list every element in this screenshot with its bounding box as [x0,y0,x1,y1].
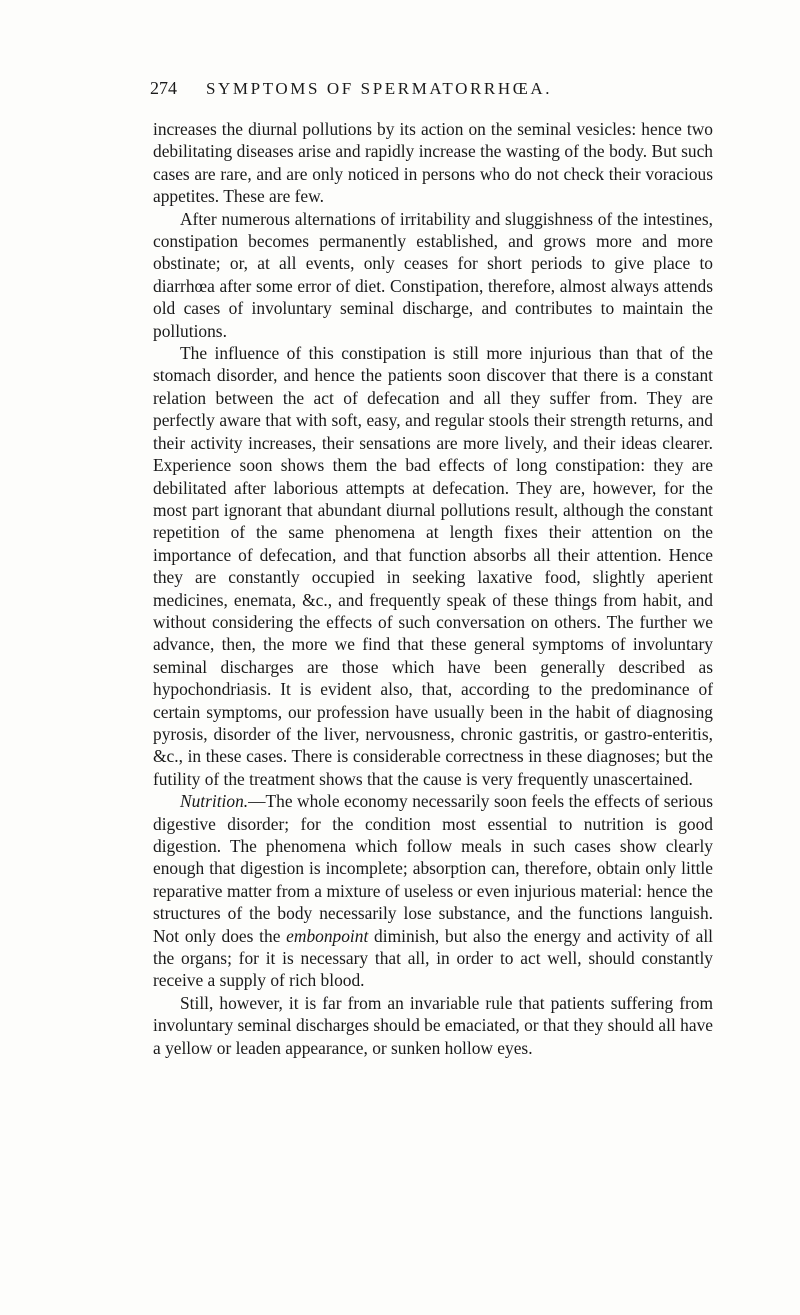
paragraph-still-however: Still, however, it is far from an invariable rule that patients suffering from involuntary seminal discharges should be emaciated, or that they should all have a yellow or leaden appearance, or sunken hollow eyes. [153,992,713,1058]
section-heading-nutrition: Nutrition. [180,791,249,812]
running-title: SYMPTOMS OF SPERMATORRHŒA. [206,79,553,98]
nutrition-text-b: diminish, but also the energy and activity of all the organs; for it is necessary that all, in order to act well, should constantly receive a supply of rich blood. [153,925,713,991]
nutrition-text-a: —The whole economy necessarily soon feels the effects of serious digestive disorder; for the condition most essential to nutrition is good digestion. The phenomena which follow meals in such cases show clearly enough that digestion is incomplete; absorption can, therefore, obtain only little reparative matter from a mixture of useless or even injurious material: hence the structures of the body necessarily lose substance, and the functions languish. Not only does the [153,791,713,946]
paragraph-influence: The influence of this constipation is still more injurious than that of the stomach disorder, and hence the patients soon discover that there is a constant relation between the act of defecation and all they suffer from. They are perfectly aware that with soft, easy, and regular stools their strength returns, and their activity increases, their sensations are more lively, and their ideas clearer. Experience soon shows them the bad effects of long constipation: they are debilitated after laborious attempts at defecation. They are, however, for the most part ignorant that abundant diurnal pollutions result, although the constant repetition of the same phenomena at length fixes their attention on the importance of defecation, and that function absorbs all their attention. Hence they are constantly occupied in seeking laxative food, slightly aperient medicines, enemata, &c., and frequently speak of these things from habit, and without considering the effects of such conversation on others. The further we advance, then, the more we find that these general symptoms of involuntary seminal discharges are those which have been generally described as hypochondriasis. It is evident also, that, according to the predominance of certain symptoms, our profession have usually been in the habit of diagnosing pyrosis, disorder of the liver, nervousness, chronic gastritis, or gastro-enteritis, &c., in these cases. There is considerable correctness in these diagnoses; but the futility of the treatment shows that the cause is very frequently unascertained. [153,343,713,789]
paragraph-nutrition [153,790,713,992]
running-head [150,78,710,104]
paragraph-constipation: After numerous alternations of irritability and sluggishness of the intestines, constipation becomes permanently established, and grows more and more obstinate; or, at all events, only ceases for short periods to give place to diarrhœa after some error of diet. Constipation, therefore, almost always attends old cases of involuntary seminal discharge, and contributes to maintain the pollutions. [153,208,713,341]
emphasis-term: embonpoint [286,925,369,946]
paragraph-continued: increases the diurnal pollutions by its action on the seminal vesicles: hence two debilitating diseases arise and rapidly increase the wasting of the body. But such cases are rare, and are only noticed in persons who do not check their voracious appetites. These are few. [153,119,713,207]
body-text [153,118,713,1059]
page-number: 274 [150,78,177,98]
